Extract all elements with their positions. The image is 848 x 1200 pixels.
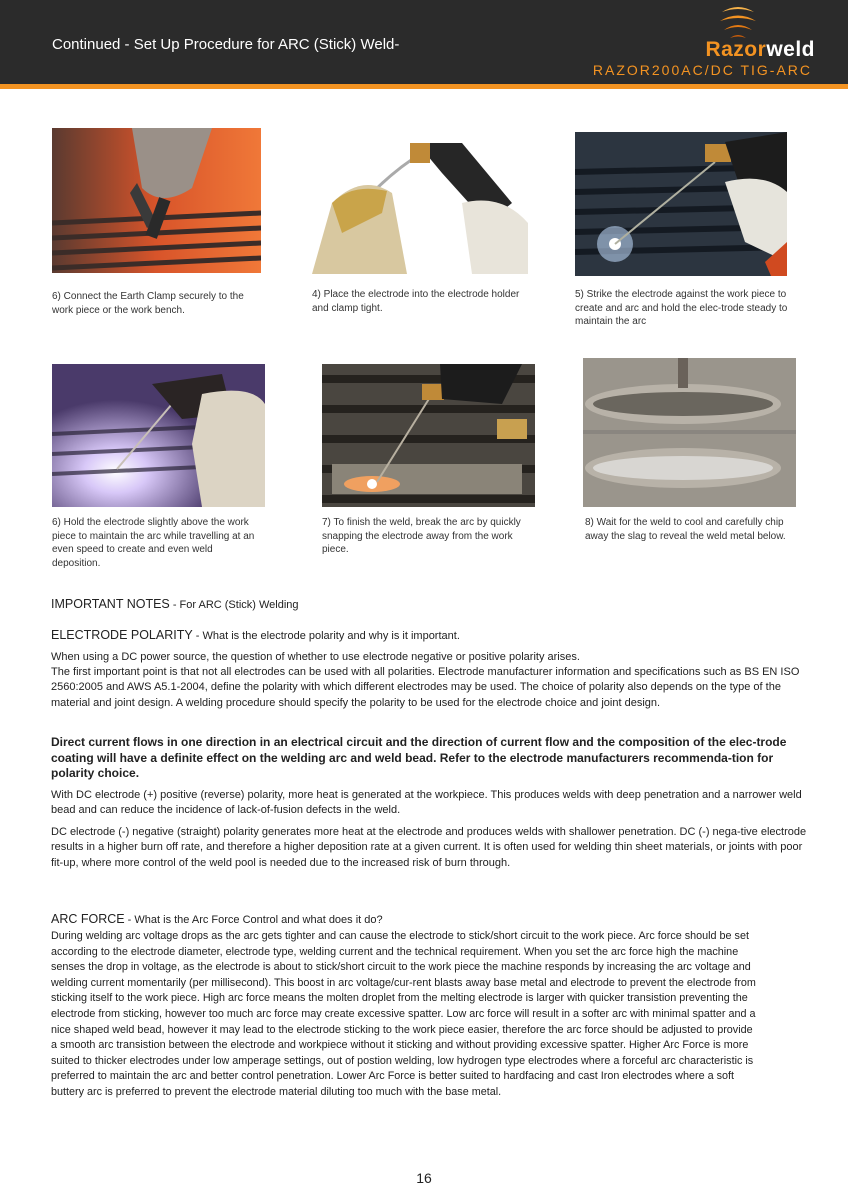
step-caption: 4) Place the electrode into the electrode holder and clamp tight. — [312, 289, 520, 314]
polarity-warning: Direct current flows in one direction in an electrical circuit and the direction of current flow and the composition of the elec-trode coating will have a definite effect on the welding arc and weld bead. Refer to the electrode manufacturers recommenda-tion for polarity choice. — [51, 735, 787, 780]
header-title: Continued - Set Up Procedure for ARC (Stick) Weld- — [52, 36, 400, 53]
step-caption: 8) Wait for the weld to cool and carefully chip away the slag to reveal the weld metal below. — [585, 517, 786, 542]
model-name: RAZOR200AC/DC TIG-ARC — [592, 62, 812, 78]
brand-name-part1: Razor — [705, 38, 767, 61]
notes-subtitle: - For ARC (Stick) Welding — [169, 599, 299, 611]
arc-force-title: ARC FORCE — [51, 912, 125, 926]
polarity-paragraph: With DC electrode (+) positive (reverse) polarity, more heat is generated at the workpiece. This produces welds with deep penetration and a narrower weld bead and can reduce the incidence of lack-of-fusion defects in the weld. — [51, 789, 802, 817]
page-number: 16 — [416, 1170, 432, 1186]
step-caption: 5) Strike the electrode against the work piece to create and arc and hold the elec-trode steady to maintain the arc — [575, 289, 788, 327]
finish-weld-photo — [322, 364, 535, 507]
page-header — [0, 0, 848, 84]
step-caption: 7) To finish the weld, break the arc by quickly snapping the electrode away from the work piece. — [322, 517, 521, 555]
weld-bead-photo — [583, 358, 796, 507]
electrode-holder-photo — [312, 143, 528, 274]
notes-title: IMPORTANT NOTES — [51, 597, 170, 611]
important-notes-title — [51, 597, 299, 611]
welding-arc-photo — [52, 364, 265, 507]
strike-arc-photo — [575, 132, 787, 276]
brand-name — [640, 38, 815, 62]
polarity-subtitle: - What is the electrode polarity and why is it important. — [192, 630, 460, 642]
step-caption: 6) Connect the Earth Clamp securely to the work piece or the work bench. — [52, 291, 244, 316]
polarity-paragraph: When using a DC power source, the question of whether to use electrode negative or positive polarity arises. — [51, 651, 580, 663]
polarity-heading — [51, 628, 460, 642]
arc-force-heading — [51, 912, 383, 926]
earth-clamp-photo — [52, 128, 261, 273]
polarity-paragraph: The first important point is that not all electrodes can be used with all polarities. Electrode manufacturer information and specifications such as BS EN ISO 2560:2005 and AWS A5.1-2004, define the polarity with which different electrodes may be used. The choice of polarity also depends on the type of the material and joint design. A welding procedure should specify the polarity to be used for the electrode choice and joint design. — [51, 666, 800, 709]
arc-force-paragraph: During welding arc voltage drops as the arc gets tighter and can cause the electrode to stick/short circuit to the work piece. Arc force should be set according to the electrode diameter, electrode type, welding current and the technical requirement. When you set the arc force high the machine senses the drop in voltage, as the electrode is about to stick/short circuit to the work piece the machine responds by increasing the arc voltage and welding current momentarily (per millisecond). This boost in arc voltage/cur-rent blasts away base metal and electrode to prevent the electrode from sticking itself to the work piece. High arc force means the molten droplet from the melting electrode is larger with quicker transistion preventing the electrode from sticking, however too much arc force may create excessive spatter. Low arc force will result in a softer arc with minimal spatter and a nice shaped weld bead, however it may lead to the electrode sticking to the work piece easier, therefore the arc force should be adjusted to provide a smooth arc transistion between the electrode and workpiece without it sticking and without providing excessive spatter. Higher Arc Force is more suited to thicker electrodes under low amperage settings, out of postion welding, low hydrogen type electrodes where a forceful arc characteristic is preferred to maintain the arc and better control penetration. Lower Arc Force is better suited to hardfacing and cast Iron electrodes where a soft buttery arc is preferred to prevent the electrode material diluting too much with the base metal. — [51, 930, 756, 1098]
step-caption: 6) Hold the electrode slightly above the work piece to maintain the arc while travelling at an even speed to create and even weld deposition. — [52, 517, 255, 569]
arc-force-subtitle: - What is the Arc Force Control and what does it do? — [124, 914, 383, 926]
polarity-paragraph: DC electrode (-) negative (straight) polarity generates more heat at the electrode and produces welds with shallower penetration. DC (-) nega-tive electrode results in a higher burn off rate, and therefore a higher deposition rate at a given current. It is often used for welding thin sheet materials, or joints with poor fit-up, where more control of the weld pool is needed due to the increased risk of burn through. — [51, 826, 807, 869]
polarity-title: ELECTRODE POLARITY — [51, 628, 193, 642]
brand-name-part2: weld — [766, 38, 815, 61]
header-accent-stripe — [0, 84, 848, 89]
